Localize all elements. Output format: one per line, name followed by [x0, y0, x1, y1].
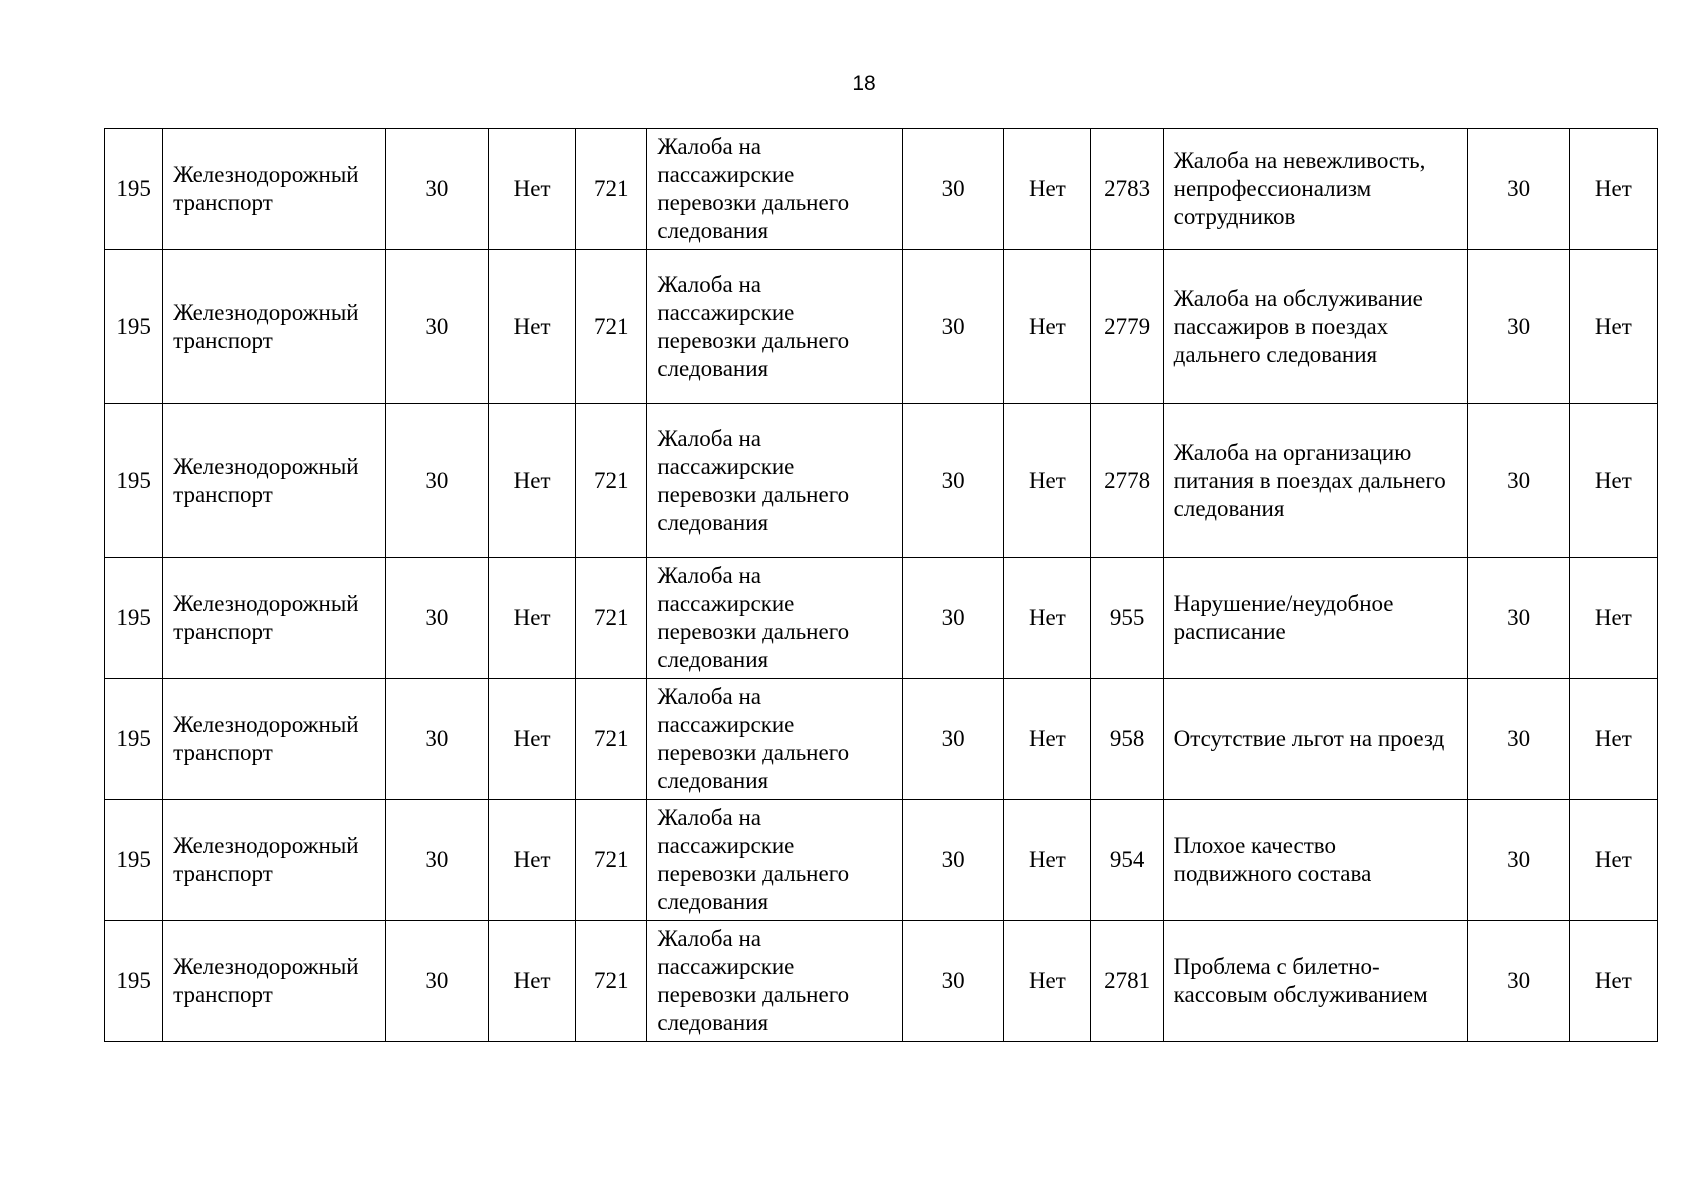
cell-category: Железнодорожный транспорт — [163, 921, 386, 1042]
cell-topic-flag: Нет — [1004, 404, 1091, 558]
cell-topic: Жалоба на пассажирские перевозки дальнего следования — [647, 921, 903, 1042]
cell-topic-code: 721 — [576, 800, 647, 921]
table-row — [105, 404, 1658, 558]
cell-topic-flag: Нет — [1004, 921, 1091, 1042]
cell-topic-code: 721 — [576, 129, 647, 250]
cell-topic-code: 721 — [576, 558, 647, 679]
cell-days: 30 — [385, 404, 488, 558]
cell-subtopic-flag: Нет — [1569, 404, 1657, 558]
table-row — [105, 800, 1658, 921]
cell-subtopic-days: 30 — [1468, 404, 1569, 558]
cell-topic: Жалоба на пассажирские перевозки дальнего следования — [647, 404, 903, 558]
table-row — [105, 129, 1658, 250]
cell-category: Железнодорожный транспорт — [163, 129, 386, 250]
cell-category: Железнодорожный транспорт — [163, 404, 386, 558]
cell-subtopic-flag: Нет — [1569, 921, 1657, 1042]
cell-topic-days: 30 — [903, 800, 1004, 921]
cell-subtopic: Нарушение/неудобное расписание — [1163, 558, 1468, 679]
cell-subtopic-flag: Нет — [1569, 558, 1657, 679]
cell-topic: Жалоба на пассажирские перевозки дальнего следования — [647, 558, 903, 679]
cell-subtopic-flag: Нет — [1569, 129, 1657, 250]
cell-subtopic-code: 2779 — [1091, 250, 1163, 404]
cell-subtopic-days: 30 — [1468, 250, 1569, 404]
cell-flag: Нет — [488, 404, 575, 558]
cell-days: 30 — [385, 558, 488, 679]
cell-subtopic-code: 954 — [1091, 800, 1163, 921]
cell-topic-flag: Нет — [1004, 129, 1091, 250]
cell-subtopic: Отсутствие льгот на проезд — [1163, 679, 1468, 800]
cell-flag: Нет — [488, 679, 575, 800]
cell-code: 195 — [105, 404, 163, 558]
cell-topic-days: 30 — [903, 404, 1004, 558]
cell-subtopic: Жалоба на невежливость, непрофессионализм сотрудников — [1163, 129, 1468, 250]
cell-category: Железнодорожный транспорт — [163, 558, 386, 679]
cell-subtopic-flag: Нет — [1569, 250, 1657, 404]
cell-topic-days: 30 — [903, 921, 1004, 1042]
cell-topic-flag: Нет — [1004, 679, 1091, 800]
cell-days: 30 — [385, 250, 488, 404]
cell-days: 30 — [385, 921, 488, 1042]
cell-category: Железнодорожный транспорт — [163, 250, 386, 404]
cell-topic: Жалоба на пассажирские перевозки дальнего следования — [647, 250, 903, 404]
cell-topic-days: 30 — [903, 679, 1004, 800]
cell-topic-days: 30 — [903, 250, 1004, 404]
cell-subtopic-code: 2778 — [1091, 404, 1163, 558]
cell-subtopic: Жалоба на организацию питания в поездах дальнего следования — [1163, 404, 1468, 558]
cell-flag: Нет — [488, 129, 575, 250]
cell-subtopic-days: 30 — [1468, 679, 1569, 800]
page-number: 18 — [852, 72, 876, 95]
cell-flag: Нет — [488, 250, 575, 404]
cell-subtopic-days: 30 — [1468, 129, 1569, 250]
cell-topic-flag: Нет — [1004, 558, 1091, 679]
cell-flag: Нет — [488, 558, 575, 679]
cell-subtopic-flag: Нет — [1569, 800, 1657, 921]
cell-topic-code: 721 — [576, 921, 647, 1042]
cell-code: 195 — [105, 129, 163, 250]
cell-days: 30 — [385, 129, 488, 250]
cell-days: 30 — [385, 679, 488, 800]
cell-subtopic-code: 955 — [1091, 558, 1163, 679]
table-row — [105, 558, 1658, 679]
table-row — [105, 250, 1658, 404]
cell-topic-days: 30 — [903, 558, 1004, 679]
cell-topic-code: 721 — [576, 404, 647, 558]
cell-subtopic-flag: Нет — [1569, 679, 1657, 800]
cell-code: 195 — [105, 679, 163, 800]
table-row — [105, 921, 1658, 1042]
cell-days: 30 — [385, 800, 488, 921]
table-row — [105, 679, 1658, 800]
cell-subtopic: Плохое качество подвижного состава — [1163, 800, 1468, 921]
cell-flag: Нет — [488, 921, 575, 1042]
cell-category: Железнодорожный транспорт — [163, 679, 386, 800]
cell-code: 195 — [105, 800, 163, 921]
cell-topic-flag: Нет — [1004, 250, 1091, 404]
cell-topic-days: 30 — [903, 129, 1004, 250]
cell-code: 195 — [105, 250, 163, 404]
cell-subtopic-code: 958 — [1091, 679, 1163, 800]
cell-topic: Жалоба на пассажирские перевозки дальнего следования — [647, 679, 903, 800]
cell-topic-code: 721 — [576, 250, 647, 404]
cell-topic: Жалоба на пассажирские перевозки дальнего следования — [647, 129, 903, 250]
cell-subtopic-code: 2781 — [1091, 921, 1163, 1042]
cell-subtopic-days: 30 — [1468, 800, 1569, 921]
cell-topic-flag: Нет — [1004, 800, 1091, 921]
cell-flag: Нет — [488, 800, 575, 921]
cell-subtopic-days: 30 — [1468, 558, 1569, 679]
cell-subtopic-code: 2783 — [1091, 129, 1163, 250]
cell-subtopic: Проблема с билетно-кассовым обслуживанием — [1163, 921, 1468, 1042]
cell-subtopic: Жалоба на обслуживание пассажиров в поездах дальнего следования — [1163, 250, 1468, 404]
cell-code: 195 — [105, 921, 163, 1042]
cell-topic: Жалоба на пассажирские перевозки дальнего следования — [647, 800, 903, 921]
classifier-table — [104, 128, 1658, 1042]
cell-topic-code: 721 — [576, 679, 647, 800]
cell-category: Железнодорожный транспорт — [163, 800, 386, 921]
cell-code: 195 — [105, 558, 163, 679]
cell-subtopic-days: 30 — [1468, 921, 1569, 1042]
